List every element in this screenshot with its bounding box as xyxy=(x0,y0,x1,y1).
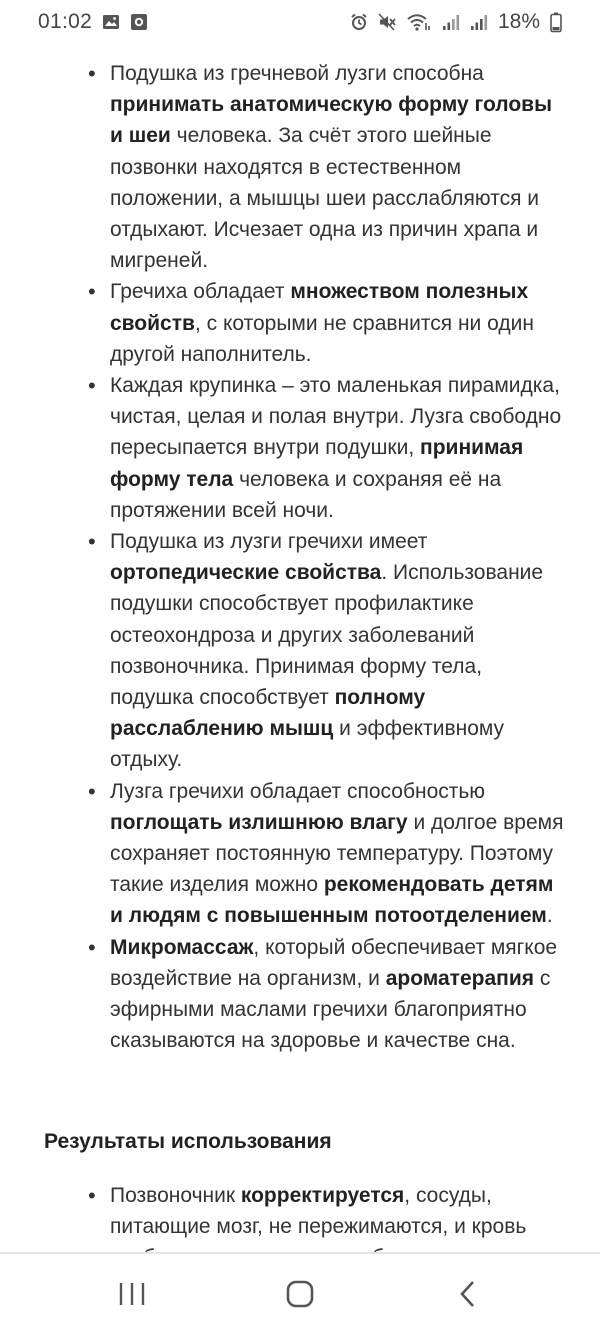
bold-text: Микромассаж xyxy=(110,935,254,959)
recents-icon xyxy=(117,1281,147,1307)
image-icon xyxy=(102,13,120,31)
text-segment: Подушка из лузги гречихи имеет xyxy=(110,530,428,554)
navigation-bar xyxy=(0,1254,600,1332)
bold-text: ортопедические свойства xyxy=(110,561,382,585)
text-segment: человека. За счёт этого шейные позвонки находятся в естественном положении, а мышцы шеи расслабляются и отдыхают. Исчезает одна из причин храпа и мигреней. xyxy=(110,124,540,273)
list-item xyxy=(0,276,600,370)
text-segment: и эффективному отдыху. xyxy=(110,717,505,772)
section-heading: Результаты использования xyxy=(44,1130,332,1153)
list-item xyxy=(0,526,600,776)
bold-text: рекомендовать детям и людям с повышенным потоотделением xyxy=(110,873,554,928)
back-icon xyxy=(456,1279,480,1309)
text-segment: человека и сохраняя её на протяжении всей ночи. xyxy=(110,467,502,522)
bold-text: полному расслаблению мышц xyxy=(110,686,426,741)
battery-icon xyxy=(550,12,562,32)
bold-text: ароматерапия xyxy=(385,966,534,990)
text-segment: Подушка из гречневой лузги способна xyxy=(110,62,484,85)
bold-text: множеством полезных свойств xyxy=(110,280,529,335)
text-segment: Гречиха обладает xyxy=(110,280,291,304)
alarm-icon xyxy=(350,13,368,31)
battery-percent: 18% xyxy=(497,10,540,33)
screen-record-icon xyxy=(130,13,148,31)
list-item xyxy=(0,58,600,276)
text-segment: . xyxy=(546,904,553,928)
home-button[interactable] xyxy=(280,1274,320,1314)
status-left xyxy=(38,10,148,34)
list-item xyxy=(0,370,600,526)
article-content xyxy=(0,44,600,1254)
list-item xyxy=(0,776,600,932)
benefits-list xyxy=(0,58,600,1057)
status-bar xyxy=(0,0,600,44)
text-segment: , с которыми не сравнится ни один другой наполнитель. xyxy=(110,311,534,366)
back-button[interactable] xyxy=(448,1274,488,1314)
recents-button[interactable] xyxy=(112,1274,152,1314)
home-icon xyxy=(285,1279,315,1309)
bold-text: корректируется xyxy=(240,1184,405,1207)
text-segment: , который обеспечивает мягкое воздействие на организм, и xyxy=(110,935,558,990)
text-segment: и долгое время сохраняет постоянную температуру. Поэтому такие изделия можно xyxy=(110,810,564,897)
text-segment: Лузга гречихи обладает способностью xyxy=(110,779,486,803)
status-time: 01:02 xyxy=(38,10,93,33)
text-segment: , сосуды, питающие мозг, не пережимаются, и кровь xyxy=(110,1184,527,1239)
status-right xyxy=(350,10,562,34)
bold-text: принимать анатомическую форму головы и шеи xyxy=(110,93,553,148)
bold-text: принимая форму тела xyxy=(110,436,524,491)
text-segment: с эфирными маслами гречихи благоприятно сказываются на здоровье и качестве сна. xyxy=(110,966,551,1053)
text-segment: Позвоночник xyxy=(110,1184,241,1207)
wifi-icon xyxy=(406,13,432,31)
signal-icon xyxy=(470,13,488,31)
signal-icon xyxy=(442,13,460,31)
bold-text: поглощать излишнюю влагу xyxy=(110,810,408,834)
mute-icon xyxy=(378,13,396,31)
text-segment: . Использование подушки способствует профилактике остеохондроза и других заболеваний позвоночника. Принимая форму тела, подушка способствует xyxy=(110,561,544,710)
text-segment: Каждая крупинка – это маленькая пирамидка, чистая, целая и полая внутри. Лузга свободно пересыпается внутри подушки, xyxy=(110,374,562,460)
list-item xyxy=(0,932,600,1057)
